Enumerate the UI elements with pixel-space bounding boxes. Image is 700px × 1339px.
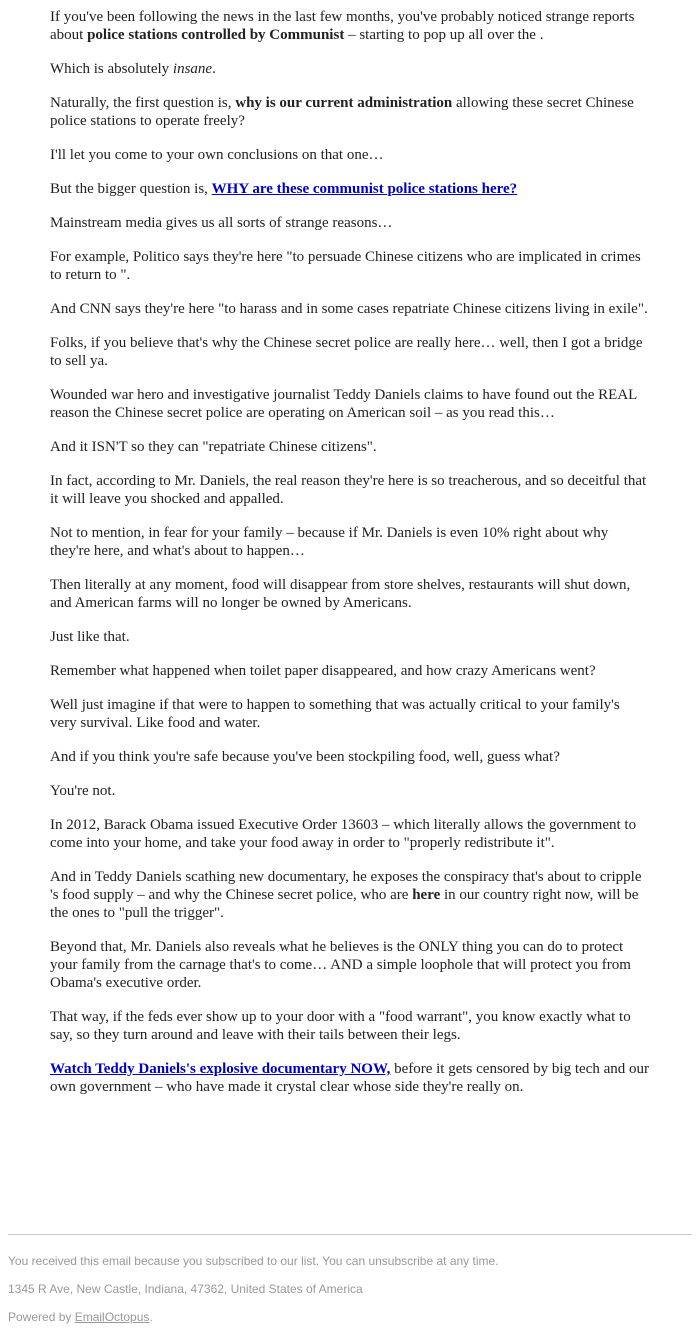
- italic-insane: insane: [172, 61, 213, 77]
- paragraph-bridge: Folks, if you believe that's why the Chinese secret police are really here… well, then I got a bridge to sell ya.: [50, 335, 643, 369]
- bold-police-stations: police stations controlled by Communist: [87, 27, 345, 43]
- paragraph-executive-order: In 2012, Barack Obama issued Executive Order 13603 – which literally allows the government to come into your home, and take your food away in order to "properly redistribute it".: [50, 817, 637, 851]
- paragraph-just-like-that: Just like that.: [50, 629, 130, 645]
- email-body: [50, 8, 650, 1112]
- footer-subscribed-notice: You received this email because you subscribed to our list. You can unsubscribe at any time.: [8, 1254, 499, 1268]
- paragraph-call-to-action: Watch Teddy Daniels's explosive documentary NOW, before it gets censored by big tech and our own government – who have made it crystal clear whose side they're really on.: [50, 1061, 649, 1095]
- paragraph-treacherous: In fact, according to Mr. Daniels, the real reason they're here is so treacherous, and so deceitful that it will leave you shocked and appalled.: [50, 473, 647, 507]
- paragraph-insane: Which is absolutely insane.: [50, 61, 216, 77]
- paragraph-conclusions: I'll let you come to your own conclusions on that one…: [50, 147, 384, 163]
- footer-powered-by: Powered by EmailOctopus.: [8, 1310, 153, 1324]
- paragraph-toilet-paper: Remember what happened when toilet paper disappeared, and how crazy Americans went?: [50, 663, 596, 679]
- paragraph-bigger-question: But the bigger question is, WHY are these communist police stations here?: [50, 181, 518, 197]
- paragraph-repatriate: And it ISN'T so they can "repatriate Chinese citizens".: [50, 439, 377, 455]
- paragraph-mainstream-media: Mainstream media gives us all sorts of strange reasons…: [50, 215, 393, 231]
- emailoctopus-link[interactable]: EmailOctopus: [74, 1310, 150, 1324]
- footer-address: 1345 R Ave, New Castle, Indiana, 47362, United States of America: [8, 1282, 363, 1296]
- paragraph-teddy-daniels: Wounded war hero and investigative journalist Teddy Daniels claims to have found out the REAL reason the Chinese secret police are operating on American soil – as you read this…: [50, 387, 637, 421]
- bold-administration: why is our current administration: [235, 95, 453, 111]
- paragraph-politico: For example, Politico says they're here "to persuade Chinese citizens who are implicated in crimes to return to ".: [50, 249, 641, 283]
- paragraph-intro: If you've been following the news in the last few months, you've probably noticed strange reports about police stations controlled by Communist – starting to pop up all over the .: [50, 9, 635, 43]
- paragraph-documentary: And in Teddy Daniels scathing new documentary, he exposes the conspiracy that's about to cripple 's food supply – and why the Chinese secret police, who are here in our country right now, will be the ones to "pull the trigger".: [50, 869, 642, 921]
- paragraph-stockpiling: And if you think you're safe because you've been stockpiling food, well, guess what?: [50, 749, 560, 765]
- paragraph-imagine: Well just imagine if that were to happen to something that was actually critical to your family's very survival. Like food and water.: [50, 697, 620, 731]
- paragraph-food-warrant: That way, if the feds ever show up to your door with a "food warrant", you know exactly what to say, so they turn around and leave with their tails between their legs.: [50, 1009, 631, 1043]
- email-footer: [8, 1254, 692, 1338]
- paragraph-loophole: Beyond that, Mr. Daniels also reveals what he believes is the ONLY thing you can do to protect your family from the carnage that's to come… AND a simple loophole that will protect you from Obama's executive order.: [50, 939, 631, 991]
- paragraph-fear: Not to mention, in fear for your family – because if Mr. Daniels is even 10% right about why they're here, and what's about to happen…: [50, 525, 609, 559]
- why-police-stations-link[interactable]: WHY are these communist police stations here?: [211, 181, 518, 197]
- paragraph-cnn: And CNN says they're here "to harass and in some cases repatriate Chinese citizens living in exile".: [50, 301, 648, 317]
- paragraph-food-disappear: Then literally at any moment, food will disappear from store shelves, restaurants will shut down, and American farms will no longer be owned by Americans.: [50, 577, 631, 611]
- watch-documentary-link[interactable]: Watch Teddy Daniels's explosive documentary NOW,: [50, 1061, 391, 1077]
- paragraph-first-question: Naturally, the first question is, why is our current administration allowing these secret Chinese police stations to operate freely?: [50, 95, 634, 129]
- paragraph-youre-not: You're not.: [50, 783, 116, 799]
- footer-divider: [8, 1234, 692, 1235]
- bold-here: here: [412, 887, 441, 903]
